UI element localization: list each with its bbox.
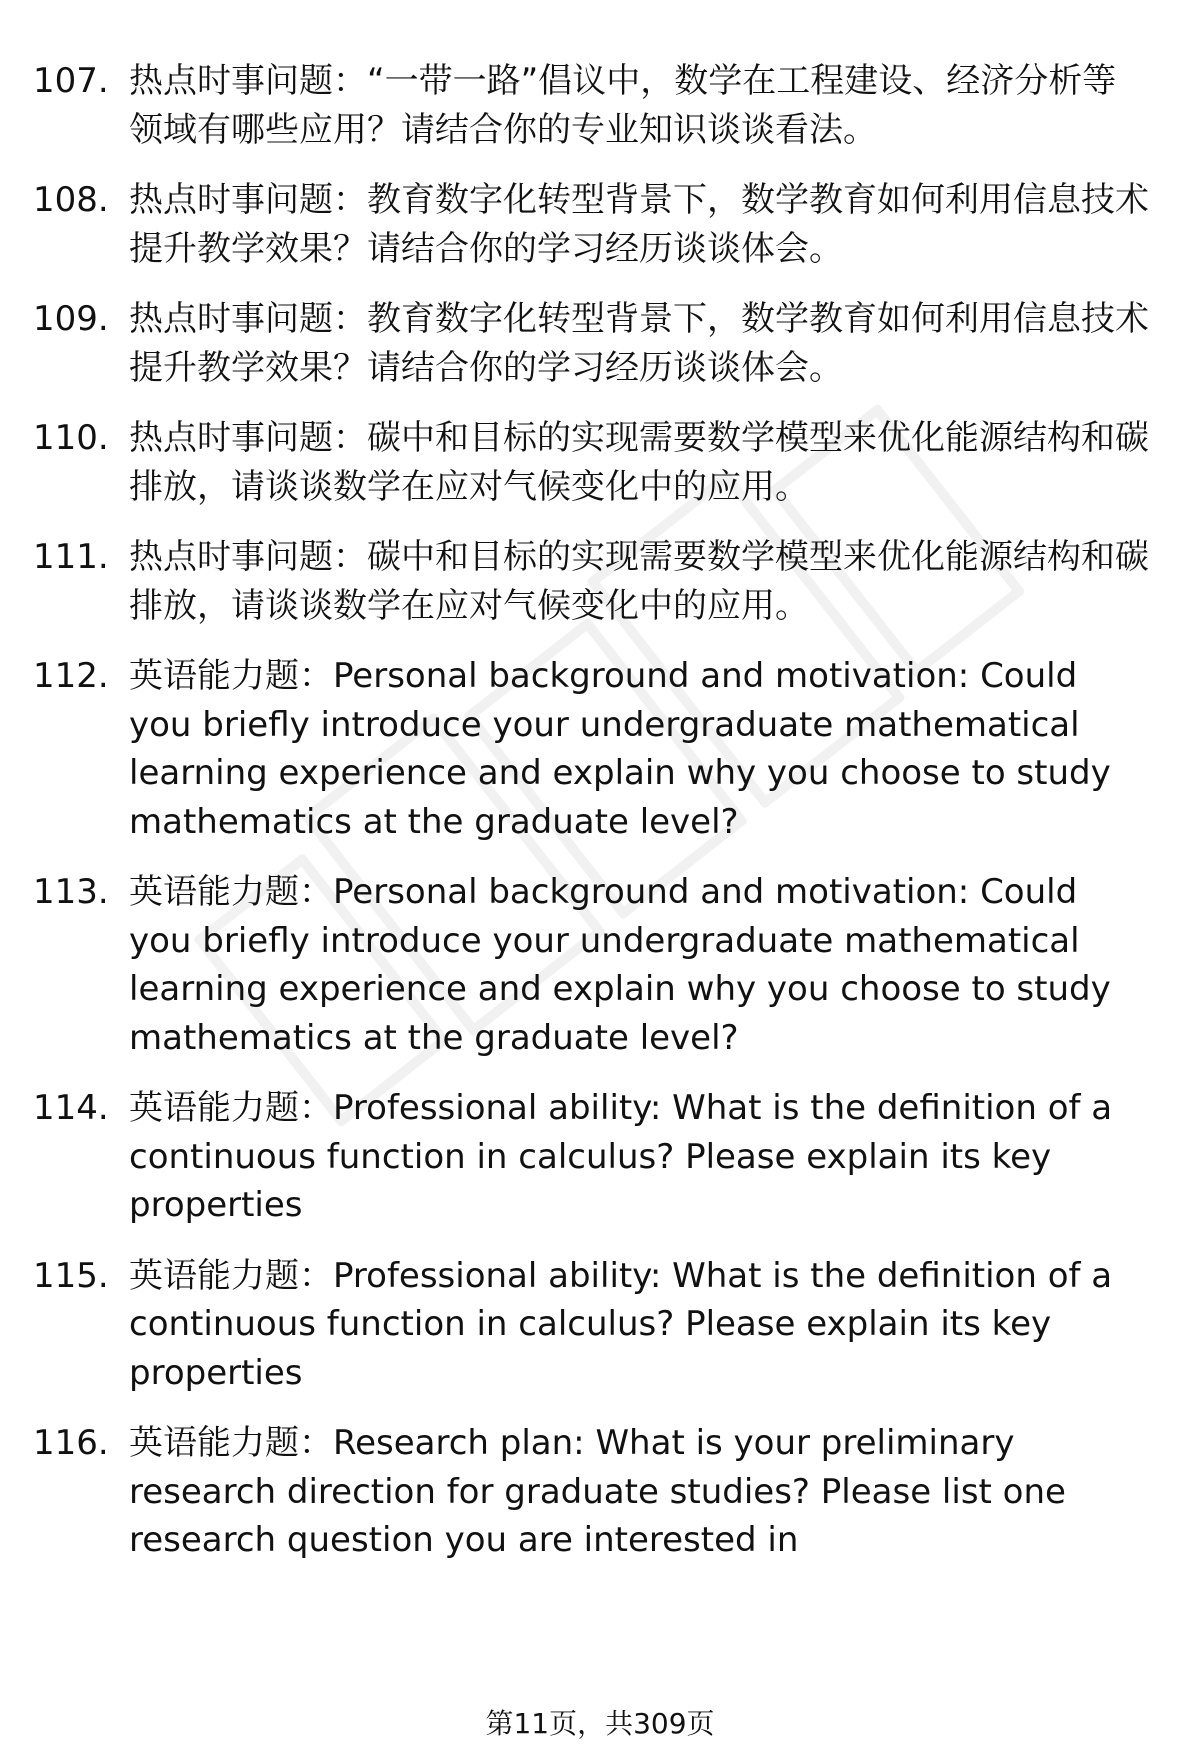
question-item bbox=[33, 176, 1173, 273]
question-category: 英语能力题： bbox=[129, 1255, 333, 1296]
question-item bbox=[33, 295, 1173, 392]
question-item bbox=[33, 414, 1173, 511]
question-category: 热点时事问题： bbox=[129, 418, 367, 458]
question-item bbox=[33, 533, 1173, 630]
question-number: 108. bbox=[33, 180, 109, 220]
question-text: 教育数字化转型背景下，数学教育如何利用信息技术提升教学效果？请结合你的学习经历谈谈体会。 bbox=[129, 299, 1149, 388]
question-list bbox=[33, 57, 1173, 1565]
question-body bbox=[129, 1252, 1149, 1398]
question-number: 112. bbox=[33, 656, 109, 696]
question-item bbox=[33, 652, 1173, 846]
question-text: Personal background and motivation: Could you briefly introduce your undergraduate mathematical learning experience and explain why you choose to study mathematics at the graduate level? bbox=[129, 656, 1111, 842]
question-category: 英语能力题： bbox=[129, 1423, 333, 1463]
question-text: 碳中和目标的实现需要数学模型来优化能源结构和碳排放，请谈谈数学在应对气候变化中的应用。 bbox=[129, 537, 1149, 626]
question-text: Personal background and motivation: Could you briefly introduce your undergraduate mathematical learning experience and explain why you choose to study mathematics at the graduate level? bbox=[129, 872, 1111, 1058]
question-body bbox=[129, 868, 1149, 1062]
question-body bbox=[129, 414, 1149, 511]
question-number: 115. bbox=[33, 1255, 109, 1296]
question-number: 113. bbox=[33, 872, 109, 912]
question-category: 热点时事问题： bbox=[129, 299, 367, 339]
question-text: Professional ability: What is the definition of a continuous function in calculus? Please explain its key properties bbox=[129, 1255, 1113, 1393]
question-text: Professional ability: What is the definition of a continuous function in calculus? Please explain its key properties bbox=[129, 1088, 1113, 1225]
question-category: 热点时事问题： bbox=[129, 180, 367, 220]
question-item bbox=[33, 57, 1173, 154]
question-number: 114. bbox=[33, 1088, 109, 1128]
question-text: 碳中和目标的实现需要数学模型来优化能源结构和碳排放，请谈谈数学在应对气候变化中的应用。 bbox=[129, 418, 1149, 507]
question-item bbox=[33, 868, 1173, 1062]
question-body bbox=[129, 1419, 1149, 1565]
question-text: 教育数字化转型背景下，数学教育如何利用信息技术提升教学效果？请结合你的学习经历谈谈体会。 bbox=[129, 180, 1149, 269]
question-text: “一带一路”倡议中，数学在工程建设、经济分析等领域有哪些应用？请结合你的专业知识谈谈看法。 bbox=[129, 61, 1117, 150]
question-body bbox=[129, 295, 1149, 392]
question-number: 107. bbox=[33, 61, 109, 101]
question-number: 116. bbox=[33, 1423, 109, 1463]
question-category: 英语能力题： bbox=[129, 656, 333, 696]
question-body bbox=[129, 176, 1149, 273]
question-number: 110. bbox=[33, 418, 109, 458]
question-item bbox=[33, 1084, 1173, 1230]
question-item bbox=[33, 1252, 1173, 1398]
question-body bbox=[129, 57, 1149, 154]
page-footer: 第11页，共309页 bbox=[485, 1707, 715, 1740]
question-category: 热点时事问题： bbox=[129, 537, 367, 577]
question-number: 109. bbox=[33, 299, 109, 339]
question-body bbox=[129, 652, 1149, 846]
question-number: 111. bbox=[33, 537, 109, 577]
question-category: 英语能力题： bbox=[129, 872, 333, 912]
question-body bbox=[129, 533, 1149, 630]
question-text: Research plan: What is your preliminary research direction for graduate studies? Please list one research question you are interested in bbox=[129, 1423, 1066, 1560]
question-item bbox=[33, 1419, 1173, 1565]
question-body bbox=[129, 1084, 1149, 1230]
question-category: 热点时事问题： bbox=[129, 61, 367, 101]
question-category: 英语能力题： bbox=[129, 1088, 333, 1128]
